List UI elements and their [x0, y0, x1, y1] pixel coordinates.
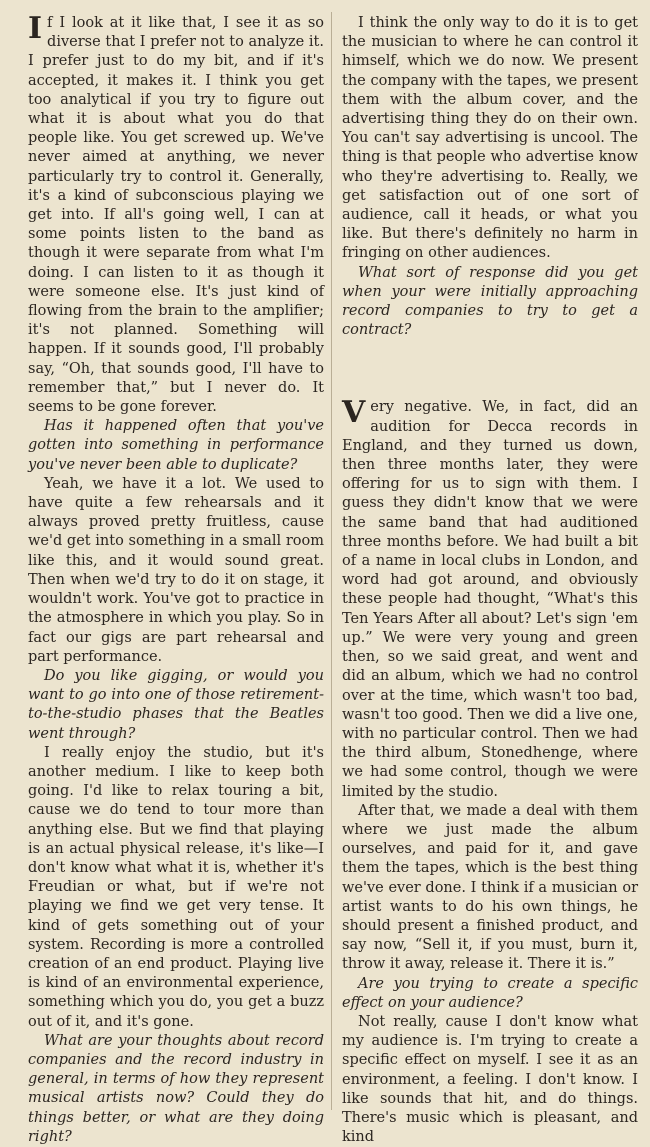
column-divider	[331, 12, 332, 1110]
opening-answer-text: f I look at it like that, I see it as so diverse that I prefer not to analyze it. I prefer just to do my bit, and if it's accepted, it makes it. I think you get too analytical if you try to figure out what it is about what you do that people like. You get screwed up. We've never aimed at anything, we never particularly try to control it. Generally, it's a kind of subconscious playing we get into. If all's going well, I can at some points listen to the band as though it were separate from what I'm doing. I can listen to it as though it were someone else. It's just kind of flowing from the brain to the amplifier; it's not planned. Something will happen. If it sounds good, I'll probably say, “Oh, that sounds good, I'll have to remember that,” but I never do. It seems to be gone forever.	[28, 15, 324, 416]
answer-6: Not really, cause I don't know what my audience is. I'm trying to create a specific effect on myself. I see it as an environment, a feeling. I don't know. I like sounds that hit, and do things. There's music which is pleasant, and kind	[342, 1013, 638, 1146]
answer-3: I think the only way to do it is to get the musician to where he can control it himself, which we do now. We present the company with the tapes, we present them with the album cover, and the advertising thing they do on their own. You can't say advertising is uncool. The thing is that people who advertise know who they're advertising to. Really, we get satisfaction out of one sort of audience, call it heads, or what you like. But there's definitely no harm in fringing on other audiences.	[342, 15, 638, 262]
left-column	[28, 11, 324, 1147]
question-1: Has it happened often that you've gotten into something in performance you've never been able to duplicate?	[28, 418, 324, 473]
opening-answer	[28, 11, 324, 417]
answer-4-text: ery negative. We, in fact, did an audition for Decca records in England, and they turned us down, then three months later, they were offering for us to sign with them. I guess they didn't know that we were the same band that had auditioned three months before. We had built a bit of a name in local clubs in London, and word had got around, and obviously these people had thought, “What's this Ten Years After all about? Let's sign 'em up.” We were very young and green then, so we said great, and went and did an album, which we had no control over at the time, which wasn't too bad, wasn't too good. Then we did a live one, with no particular control. Then we had the third album, Stonedhenge, where we had some control, though we were limited by the studio.	[342, 399, 638, 800]
drop-cap-v: V	[342, 395, 366, 431]
right-column	[342, 14, 638, 1147]
question-4: What sort of response did you get when your were initially approaching record companies to try to get a contract?	[342, 264, 638, 339]
question-3: What are your thoughts about record companies and the record industry in general, in terms of how they represent musical artists now? Could they do things better, or what are they doing right?	[28, 1032, 324, 1145]
question-5: Are you trying to create a specific effect on your audience?	[342, 975, 638, 1011]
section-gap	[342, 340, 638, 398]
answer-4	[342, 395, 638, 801]
drop-cap-i: I	[28, 11, 43, 46]
answer-2: I really enjoy the studio, but it's another medium. I like to keep both going. I'd like to relax touring a bit, cause we do tend to tour more than anything else. But we find that playing is an actual physical release, it's like—I don't know what what it is, whether it's Freudian or what, but if we're not playing we find we get very tense. It kind of gets something out of your system. Recording is more a controlled creation of an end product. Playing live is kind of an environmental experience, something which you do, you get a buzz out of it, and it's gone.	[28, 744, 324, 1030]
answer-5: After that, we made a deal with them where we just made the album ourselves, and paid for it, and gave them the tapes, which is the best thing we've ever done. I think if a musician or artist wants to do his own things, he should present a finished product, and say now, “Sell it, if you must, burn it, throw it away, release it. There it is.”	[342, 802, 638, 973]
question-2: Do you like gigging, or would you want to go into one of those retirement-to-the-studio phases that the Beatles went through?	[28, 667, 324, 742]
answer-1: Yeah, we have it a lot. We used to have quite a few rehearsals and it always proved pretty fruitless, cause we'd get into something in a small room like this, and it would sound great. Then when we'd try to do it on stage, it wouldn't work. You've got to practice in the atmosphere in which you play. So in fact our gigs are part rehearsal and part performance.	[28, 475, 324, 665]
